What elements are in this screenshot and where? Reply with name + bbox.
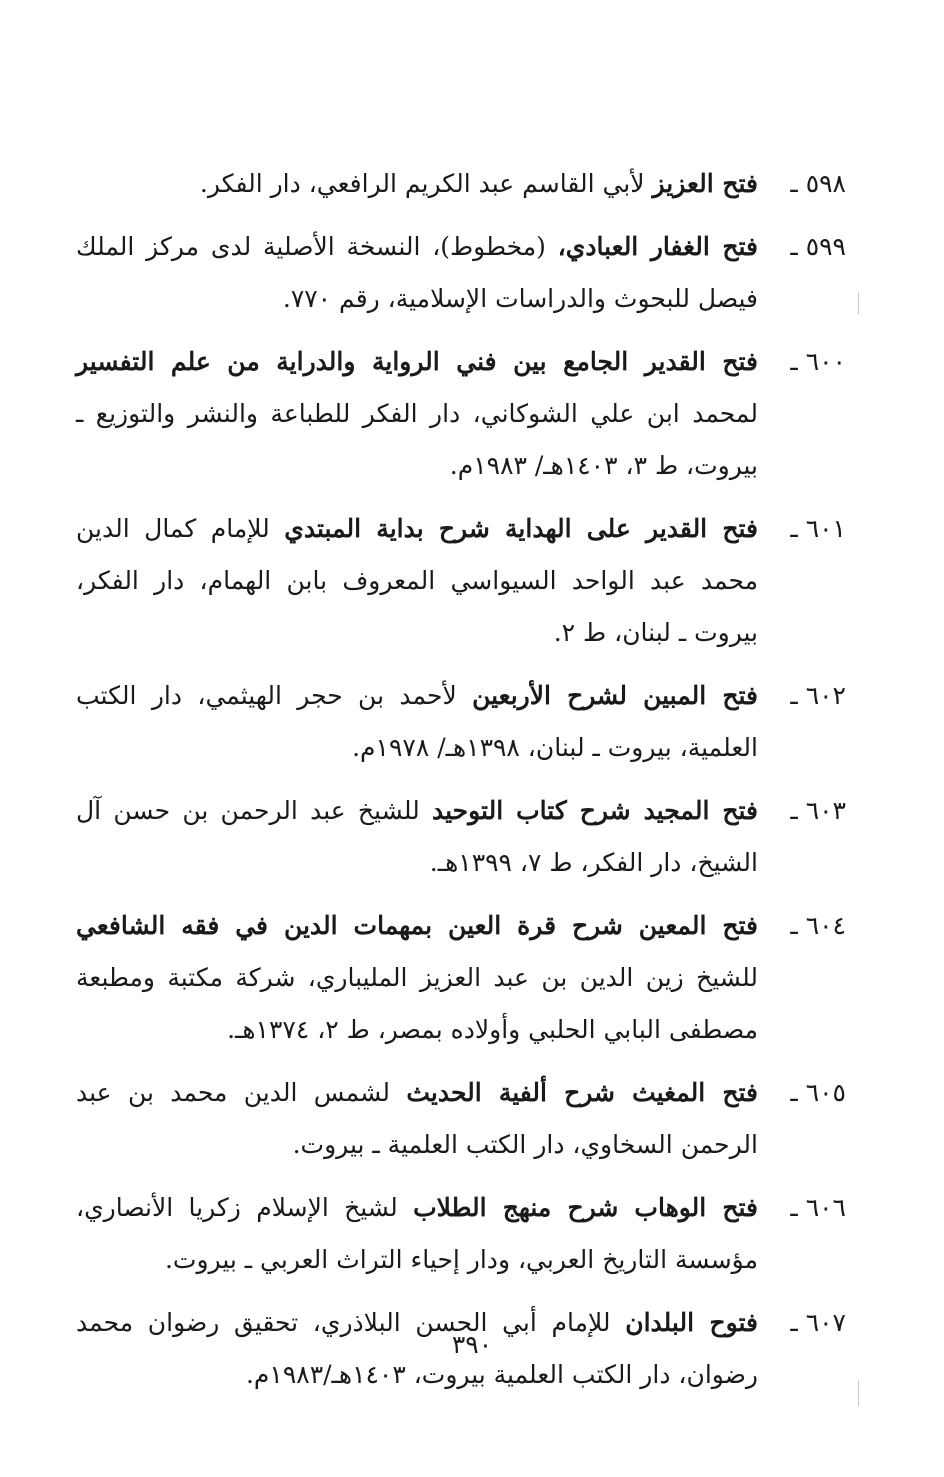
entry-title: فتح المعين شرح قرة العين بمهمات الدين في فقه الشافعي [76, 911, 758, 940]
entry-title: فتح الوهاب شرح منهج الطلاب [413, 1193, 758, 1222]
bibliography-entry [76, 336, 846, 492]
entry-details: لشمس الدين محمد بن عبد الرحمن السخاوي، دار الكتب العلمية ـ بيروت. [76, 1078, 758, 1159]
bibliography-entry [76, 900, 846, 1056]
entry-number: ٦٠٠ ـ [790, 347, 846, 376]
entry-details: لأحمد بن حجر الهيثمي، دار الكتب العلمية، بيروت ـ لبنان، ١٣٩٨هـ/ ١٩٧٨م. [76, 681, 758, 762]
entry-details: لمحمد ابن علي الشوكاني، دار الفكر للطباعة والنشر والتوزيع ـ بيروت، ط ٣، ١٤٠٣هـ/ ١٩٨٣م. [76, 399, 758, 480]
entry-details: للشيخ زين الدين بن عبد العزيز المليباري، شركة مكتبة ومطبعة مصطفى البابي الحلبي وأولاده بمصر، ط ٢، ١٣٧٤هـ. [76, 963, 758, 1044]
entry-number: ٦٠٦ ـ [790, 1193, 846, 1222]
bibliography-entry [76, 670, 846, 774]
scan-margin-mark [858, 1380, 859, 1406]
bibliography-entry [76, 158, 846, 210]
entry-details: (مخطوط)، النسخة الأصلية لدى مركز الملك فيصل للبحوث والدراسات الإسلامية، رقم ٧٧٠. [76, 232, 758, 313]
entry-title: فتح المغيث شرح ألفية الحديث [406, 1078, 758, 1107]
entry-title: فتح العزيز [652, 169, 758, 198]
entry-details: للإمام أبي الحسن البلاذري، تحقيق رضوان محمد رضوان، دار الكتب العلمية بيروت، ١٤٠٣هـ/١٩٨٣م. [76, 1308, 758, 1389]
page-number: ٣٩٠ [451, 1330, 493, 1359]
entry-details: لأبي القاسم عبد الكريم الرافعي، دار الفكر. [199, 169, 653, 198]
entry-number: ٦٠٧ ـ [790, 1308, 846, 1337]
entry-number: ٦٠٢ ـ [790, 681, 846, 710]
entry-title: فتح المجيد شرح كتاب التوحيد [432, 796, 758, 825]
bibliography-entry [76, 503, 846, 659]
entry-details: للإمام كمال الدين محمد عبد الواحد السيواسي المعروف بابن الهمام، دار الفكر، بيروت ـ لبنان، ط ٢. [76, 514, 758, 647]
entry-title: فتح الغفار العبادي، [557, 232, 758, 261]
bibliography-list [76, 158, 846, 1412]
entry-number: ٥٩٩ ـ [790, 232, 846, 261]
entry-title: فتح القدير على الهداية شرح بداية المبتدي [284, 514, 758, 543]
entry-details: لشيخ الإسلام زكريا الأنصاري، مؤسسة التاريخ العربي، ودار إحياء التراث العربي ـ بيروت. [76, 1193, 758, 1274]
bibliography-entry [76, 1182, 846, 1286]
entry-title: فتوح البلدان [625, 1308, 758, 1337]
scan-margin-mark [858, 292, 859, 314]
entry-number: ٦٠١ ـ [790, 514, 846, 543]
entry-number: ٦٠٣ ـ [790, 796, 846, 825]
entry-number: ٦٠٤ ـ [790, 911, 846, 940]
entry-number: ٥٩٨ ـ [790, 169, 846, 198]
entry-title: فتح المبين لشرح الأربعين [472, 681, 758, 710]
entry-title: فتح القدير الجامع بين فني الرواية والدراية من علم التفسير [76, 347, 758, 376]
entry-details: للشيخ عبد الرحمن بن حسن آل الشيخ، دار الفكر، ط ٧، ١٣٩٩هـ. [76, 796, 758, 877]
bibliography-entry [76, 221, 846, 325]
bibliography-entry [76, 785, 846, 889]
bibliography-entry [76, 1067, 846, 1171]
entry-number: ٦٠٥ ـ [790, 1078, 846, 1107]
